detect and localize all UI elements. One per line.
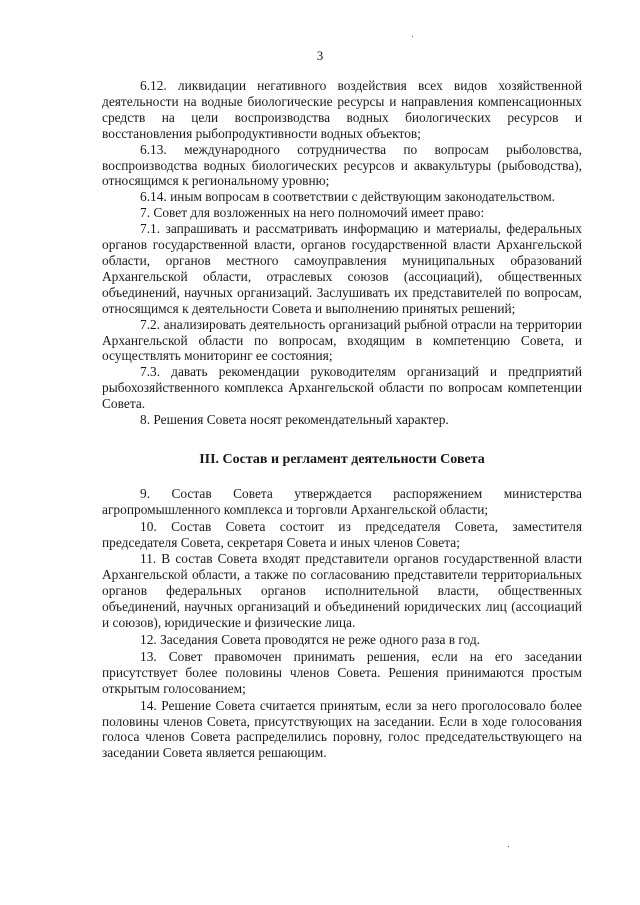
paragraph-10: 10. Состав Совета состоит из председателя Совета, заместителя председателя Совета, секретаря Совета и иных членов Совета; — [102, 518, 582, 550]
scan-speck — [508, 846, 509, 847]
paragraph-7-1: 7.1. запрашивать и рассматривать информацию и материалы, федеральных органов государственной власти, органов государственной власти Архангельской области, органов местного самоуправления муниципальных образований Архангельской области, отраслевых союзов (ассоциаций), общественных объединений, научных организаций. Заслушивать их представителей по вопросам, относящимся к деятельности Совета и выполнению принятых решений; — [102, 221, 582, 316]
section-rights — [102, 78, 582, 428]
paragraph-7: 7. Совет для возложенных на него полномочий имеет право: — [140, 205, 485, 221]
section-heading: III. Состав и регламент деятельности Совета — [199, 451, 485, 467]
section-composition — [102, 486, 582, 761]
paragraph-14: 14. Решение Совета считается принятым, если за него проголосовало более половины членов Совета, присутствующих на заседании. Если в ходе голосования голоса членов Совета распределились поровну, голос председательствующего на заседании Совета является решающим. — [102, 697, 582, 761]
paragraph-6-14: 6.14. иным вопросам в соответствии с действующим законодательством. — [140, 189, 556, 205]
paragraph-6-13: 6.13. международного сотрудничества по вопросам рыболовства, воспроизводства водных биологических ресурсов и аквакультуры (рыбоводства), относящимся к региональному уровню; — [102, 141, 582, 189]
paragraph-8: 8. Решения Совета носят рекомендательный характер. — [140, 412, 449, 428]
page-number: 3 — [316, 48, 324, 63]
paragraph-13: 13. Совет правомочен принимать решения, если на его заседании присутствует более половины членов Совета. Решения принимаются простым открытым голосованием; — [102, 648, 582, 696]
paragraph-6-12: 6.12. ликвидации негативного воздействия всех видов хозяйственной деятельности на водные биологические ресурсы и направления компенсационных средств на цели воспроизводства водных биологических ресурсов и восстановления рыбопродуктивности водных объектов; — [102, 78, 582, 141]
paragraph-9: 9. Состав Совета утверждается распоряжением министерства агропромышленного комплекса и торговли Архангельской области; — [102, 485, 582, 517]
scan-speck — [412, 36, 413, 37]
paragraph-7-3: 7.3. давать рекомендации руководителям организаций и предприятий рыбохозяйственного комплекса Архангельской области по вопросам компетенции Совета. — [102, 364, 582, 412]
paragraph-11: 11. В состав Совета входят представители органов государственной власти Архангельской области, а также по согласованию представители территориальных органов федеральных органов исполнительной власти, общественных объединений, научных организаций и объединений юридических лиц (ассоциаций и союзов), юридические и физические лица. — [102, 551, 582, 631]
paragraph-7-2: 7.2. анализировать деятельность организаций рыбной отрасли на территории Архангельской области по вопросам, входящим в компетенцию Совета, и осуществлять мониторинг ее состояния; — [102, 316, 582, 364]
document-body — [102, 78, 582, 761]
paragraph-12: 12. Заседания Совета проводятся не реже одного раза в год. — [140, 632, 481, 647]
